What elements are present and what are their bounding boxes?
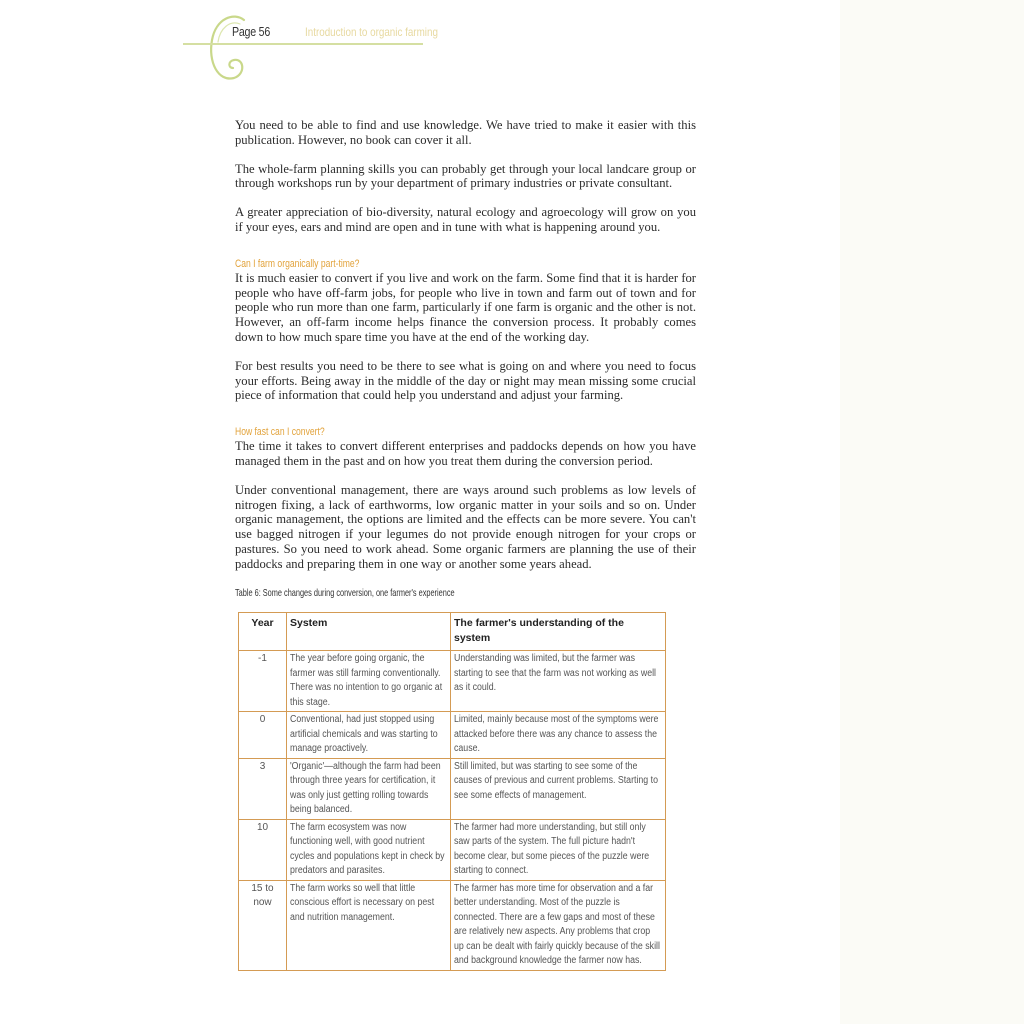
understanding-cell — [451, 712, 666, 759]
table-row — [239, 880, 666, 970]
understanding-text: Understanding was limited, but the farmer was starting to see that the farm was not working as well as it could. — [454, 653, 657, 694]
understanding-text: The farmer has more time for observation and a far better understanding. Most of the puzzle is connected. There are a few gaps and most of these are relatively new aspects. Any problems that crop up can be dealt with fairly quickly because of the skill and background knowledge the farmer now has. — [454, 882, 660, 967]
year-cell — [239, 651, 287, 712]
page-number: 56 — [258, 24, 271, 39]
system-text: The year before going organic, the farmer was still farming conventionally. There was no intention to go organic at this stage. — [290, 653, 443, 708]
body-paragraph: Under conventional management, there are ways around such problems as low levels of nitrogen fixing, a lack of earthworms, low organic matter in your soils and so on. Under organic management, the options are limited and the effects can be more severe. You can't use bagged nitrogen if your legumes do not provide enough nitrogen for your crops or pastures. So you need to work ahead. Some organic farmers are planning the use of their paddocks and preparing them in one way or another some years ahead. — [235, 482, 696, 571]
swirl-ornament-icon — [204, 12, 250, 84]
system-text: The farm works so well that little conscious effort is necessary on pest and nutrition management. — [290, 882, 435, 923]
intro-paragraph: You need to be able to find and use knowledge. We have tried to make it easier with this publication. However, no book can cover it all. — [235, 118, 696, 147]
running-head: Introduction to organic farming — [305, 25, 438, 39]
understanding-cell — [451, 819, 666, 880]
page-edge-shade — [840, 0, 1024, 1024]
understanding-text: Still limited, but was starting to see some of the causes of previous and current problems. Starting to see some effects of management. — [454, 760, 658, 801]
table-row — [239, 651, 666, 712]
year-text: 15 to now — [251, 882, 274, 909]
intro-paragraph: A greater appreciation of bio-diversity, natural ecology and agroecology will grow on you if your eyes, ears and mind are open and in tune with what is happening around you. — [235, 205, 696, 234]
column-header-system: System — [287, 613, 451, 651]
body-paragraph: It is much easier to convert if you live and work on the farm. Some find that it is harder for people who have off-farm jobs, for people who live in town and farm out of town and for people who run more than one farm, particularly if one farm is organic and the other is not. However, an off-farm income helps finance the conversion process. It probably comes down to how much spare time you have at the end of the working day. — [235, 270, 696, 344]
intro-paragraph: The whole-farm planning skills you can probably get through your local landcare group or through workshops run by your department of primary industries or private consultant. — [235, 161, 696, 191]
table-header-row — [239, 613, 666, 651]
table-row — [239, 712, 666, 759]
system-cell — [287, 712, 451, 759]
column-header-year: Year — [239, 613, 287, 651]
body-paragraph: For best results you need to be there to see what is going on and where you need to focus your efforts. Being away in the middle of the day or night may mean missing some crucial piece of information that could help you understand and adjust your farming. — [235, 358, 696, 403]
conversion-table — [238, 612, 666, 971]
understanding-cell — [451, 651, 666, 712]
system-text: 'Organic'—although the farm had been through three years for certification, it was only just getting rolling towards being balanced. — [290, 760, 441, 816]
system-text: Conventional, had just stopped using artificial chemicals and was starting to manage proactively. — [290, 714, 438, 755]
page-word: Page — [232, 24, 256, 39]
table-row — [239, 819, 666, 880]
understanding-cell — [451, 758, 666, 819]
year-cell — [239, 819, 287, 880]
year-text: 10 — [256, 821, 269, 833]
understanding-text: The farmer had more understanding, but still only saw parts of the system. The full picture hadn't become clear, but some pieces of the puzzle were starting to connect. — [454, 821, 650, 877]
section-heading-parttime: Can I farm organically part-time? — [235, 257, 360, 270]
system-cell — [287, 651, 451, 712]
section-heading-howfast: How fast can I convert? — [235, 426, 325, 439]
table-row — [239, 758, 666, 819]
understanding-text: Limited, mainly because most of the symptoms were attacked before there was any chance to assess the cause. — [454, 714, 659, 755]
year-text: 3 — [259, 760, 266, 772]
system-text: The farm ecosystem was now functioning well, with good nutrient cycles and populations kept in check by predators and parasites. — [290, 821, 445, 877]
body-paragraph: The time it takes to convert different enterprises and paddocks depends on how you have managed them in the past and on how you treat them during the conversion period. — [235, 439, 696, 468]
system-cell — [287, 880, 451, 970]
system-cell — [287, 819, 451, 880]
page-body — [235, 118, 696, 971]
year-cell — [239, 758, 287, 819]
year-text: 0 — [259, 714, 266, 726]
understanding-cell — [451, 880, 666, 970]
year-text: -1 — [258, 653, 267, 665]
table-caption: Table 6: Some changes during conversion, one farmer's experience — [235, 586, 455, 599]
column-header-understanding: The farmer's understanding of the system — [451, 613, 666, 651]
year-cell — [239, 880, 287, 970]
year-cell — [239, 712, 287, 759]
page-number-label — [232, 24, 270, 39]
system-cell — [287, 758, 451, 819]
header-rule — [183, 43, 423, 45]
page-header — [0, 0, 1024, 90]
